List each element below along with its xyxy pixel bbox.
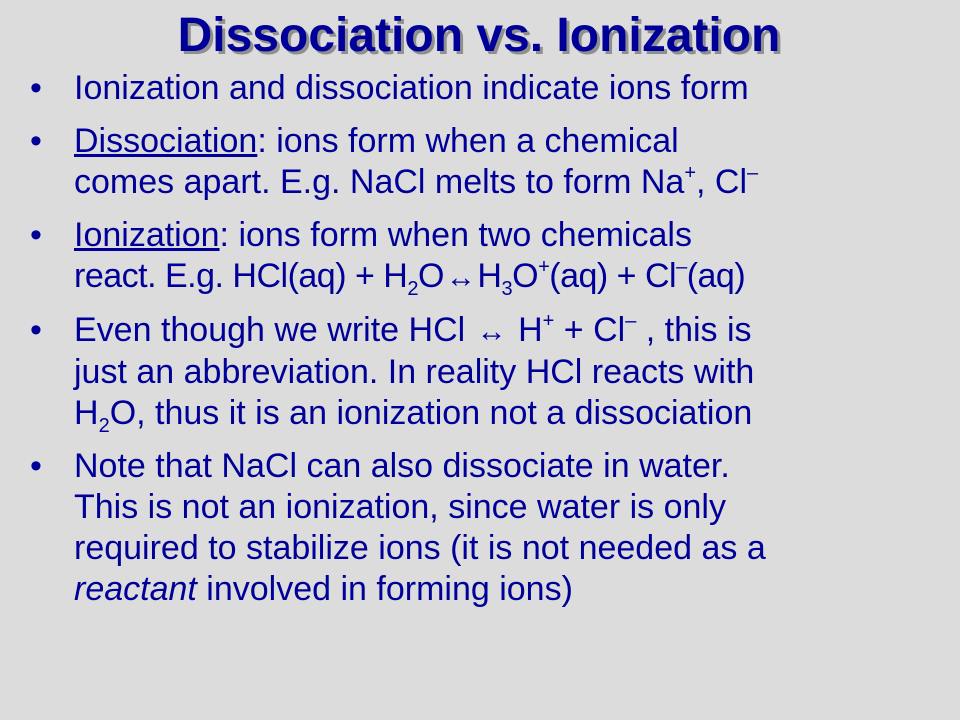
- bullet-3-line-2-f: (aq): [686, 257, 746, 295]
- bullet-1-line-1: Ionization and dissociation indicate ions form: [74, 69, 749, 107]
- equilibrium-arrow-icon: ↔: [476, 315, 507, 348]
- bullet-3-line-2-c: H: [477, 257, 502, 295]
- bullet-dot: •: [30, 447, 42, 485]
- bullet-4-line-1-a: Even though we write HCl: [74, 311, 475, 349]
- title-container: [0, 0, 960, 72]
- term-ionization: Ionization: [74, 216, 220, 254]
- bullet-5-line-1: Note that NaCl can also dissociate in water.: [74, 447, 730, 485]
- bullet-item-4: [30, 310, 950, 437]
- bullet-item-5: [30, 446, 950, 610]
- bullet-dot: •: [30, 122, 42, 160]
- bullet-5-line-4: [74, 569, 950, 610]
- bullet-4-line-1: [74, 310, 950, 352]
- bullet-2-line-2-b: , Cl: [696, 163, 747, 201]
- bullet-5-line-3: required to stabilize ions (it is not needed as a: [74, 529, 766, 567]
- bullet-item-3: [30, 215, 950, 298]
- bullet-3-line-1-rest: : ions form when two chemicals: [219, 216, 692, 254]
- bullet-3-line-2-a: react. E.g. HCl(aq) + H: [74, 257, 408, 295]
- subscript-3: 3: [501, 278, 513, 300]
- superscript-minus: –: [676, 256, 687, 278]
- equilibrium-arrow-icon: ↔: [445, 261, 476, 294]
- bullet-2-line-1-rest: : ions form when a chemical: [257, 122, 679, 160]
- bullet-4-line-1-c: + Cl: [554, 311, 626, 349]
- bullet-2-line-2: [74, 162, 950, 203]
- italic-reactant: reactant: [74, 570, 197, 608]
- bullet-4-line-3-b: O, thus it is an ionization not a dissociation: [109, 394, 753, 432]
- bullet-4-line-1-b: H: [508, 311, 543, 349]
- bullet-5-line-4-rest: involved in forming ions): [196, 570, 573, 608]
- bullet-3-line-2-b: O: [417, 257, 444, 295]
- bullet-2-line-2-a: comes apart. E.g. NaCl melts to form Na: [74, 163, 685, 201]
- bullet-3-line-2: [74, 256, 950, 298]
- bullet-5-line-2: This is not an ionization, since water is only: [74, 488, 726, 526]
- bullet-4-line-3-a: H: [74, 394, 99, 432]
- subscript-2: 2: [407, 278, 418, 300]
- bullet-dot: •: [30, 311, 42, 349]
- bullet-list: [30, 68, 950, 622]
- superscript-minus: –: [747, 162, 759, 184]
- superscript-plus: +: [542, 310, 555, 332]
- subscript-2: 2: [98, 415, 110, 437]
- superscript-plus: +: [538, 256, 550, 278]
- bullet-3-line-2-e: (aq) + Cl: [549, 257, 677, 295]
- superscript-plus: +: [684, 162, 696, 184]
- bullet-4-line-1-d: , this is: [636, 311, 752, 349]
- bullet-2-line-1: [74, 121, 950, 162]
- bullet-dot: •: [30, 216, 42, 254]
- bullet-4-line-3: [74, 393, 950, 437]
- bullet-dot: •: [30, 69, 42, 107]
- superscript-minus: –: [625, 310, 637, 332]
- term-dissociation: Dissociation: [74, 122, 258, 160]
- bullet-item-2: [30, 121, 950, 203]
- bullet-item-1: [30, 68, 950, 109]
- bullet-3-line-2-d: O: [512, 257, 539, 295]
- bullet-3-line-1: [74, 215, 950, 256]
- bullet-4-line-2: just an abbreviation. In reality HCl reacts with: [74, 353, 755, 391]
- slide-title: Dissociation vs. Ionization: [177, 9, 781, 62]
